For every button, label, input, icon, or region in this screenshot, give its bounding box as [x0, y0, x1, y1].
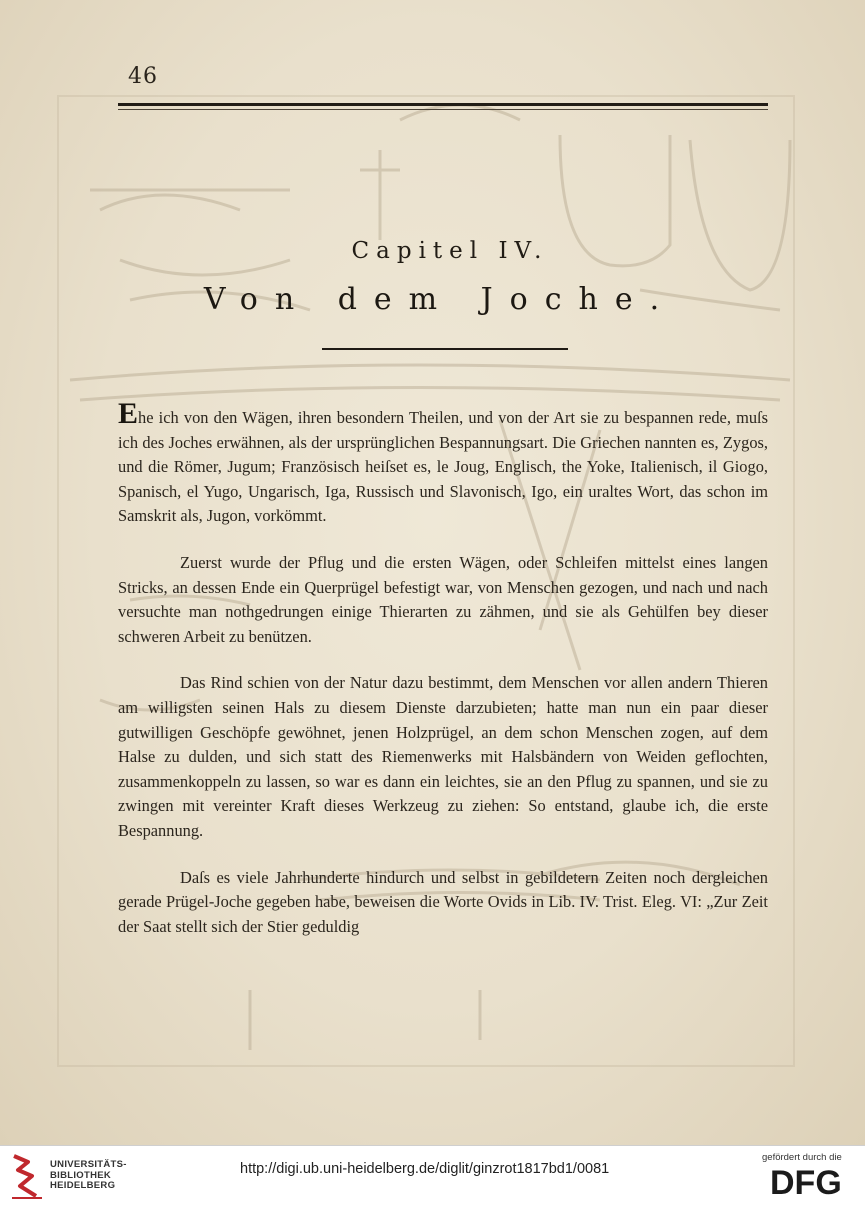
paragraph	[118, 397, 768, 529]
paragraph: Daſs es viele Jahrhunderte hindurch und selbst in gebildetern Zeiten noch dergleichen gerade Prügel-Joche gegeben habe, beweisen die Worte Ovids in Lib. IV. Trist. Eleg. VI: „Zur Zeit der Saat stellt sich der Stier geduldig	[118, 867, 768, 936]
paragraph-text: he ich von den Wägen, ihren besondern Theilen, und von der Art sie zu bespannen rede, muſs ich des Joches erwähnen, als der ursprünglichen Bespannungsart. Die Griechen nannten es, Zygos, und die Römer, Jugum; Französisch heiſset es, le Joug, Englisch, the Yoke, Italienisch, il Giogo, Spanisch, el Yugo, Ungarisch, Iga, Russisch und Slavonisch, Igo, ein uraltes Wort, das schon im Samskrit als, Jugon, vorkömmt.	[118, 408, 768, 526]
institution-line: HEIDELBERG	[50, 1180, 116, 1191]
page-number: 46	[128, 64, 158, 89]
body-text	[118, 397, 768, 961]
university-library-logo-icon[interactable]	[10, 1152, 44, 1200]
title-divider	[322, 348, 568, 350]
header-rule-thin	[118, 109, 768, 110]
institution-line: BIBLIOTHEK	[50, 1169, 112, 1181]
chapter-label: Capitel IV.	[351, 238, 549, 264]
funding-note: gefördert durch die	[762, 1152, 842, 1163]
chapter-title: Von dem Joche.	[203, 282, 677, 317]
drop-cap: E	[118, 397, 139, 430]
paragraph: Das Rind schien von der Natur dazu bestimmt, dem Menschen vor allen andern Thieren am willigsten seinen Hals zu diesem Dienste darzubieten; hatte man nun ein paar dieser gutwilligen Geschöpfe gewöhnet, jenen Holzprügel, an dem schon Menschen zogen, auf dem Halse zu dulden, und sich statt des Riemenwerks mit Halsbändern von Weiden geflochten, zusammenkoppeln zu lassen, so war es dann ein leichtes, sie an den Pflug zu spannen, und sie zu zwingen mit vereinter Kraft dieses Werkzeug zu ziehen: So entstand, glaube ich, die erste Bespannung.	[118, 673, 768, 840]
permalink-url[interactable]: http://digi.ub.uni-heidelberg.de/diglit/ginzrot1817bd1/0081	[240, 1161, 610, 1177]
institution-line: UNIVERSITÄTS-	[50, 1159, 127, 1170]
paragraph: Zuerst wurde der Pflug und die ersten Wägen, oder Schleifen mittelst eines langen Stricks, an dessen Ende ein Querprügel befestigt war, von Menschen gezogen, und nach und nach versuchte man nothgedrungen einige Thierarten zu zähmen, und sie als Gehülfen bey dieser schweren Arbeit zu benützen.	[118, 552, 768, 646]
university-library-name	[50, 1160, 170, 1192]
dfg-logo[interactable]: DFG	[770, 1164, 842, 1202]
header-rule	[118, 103, 768, 106]
